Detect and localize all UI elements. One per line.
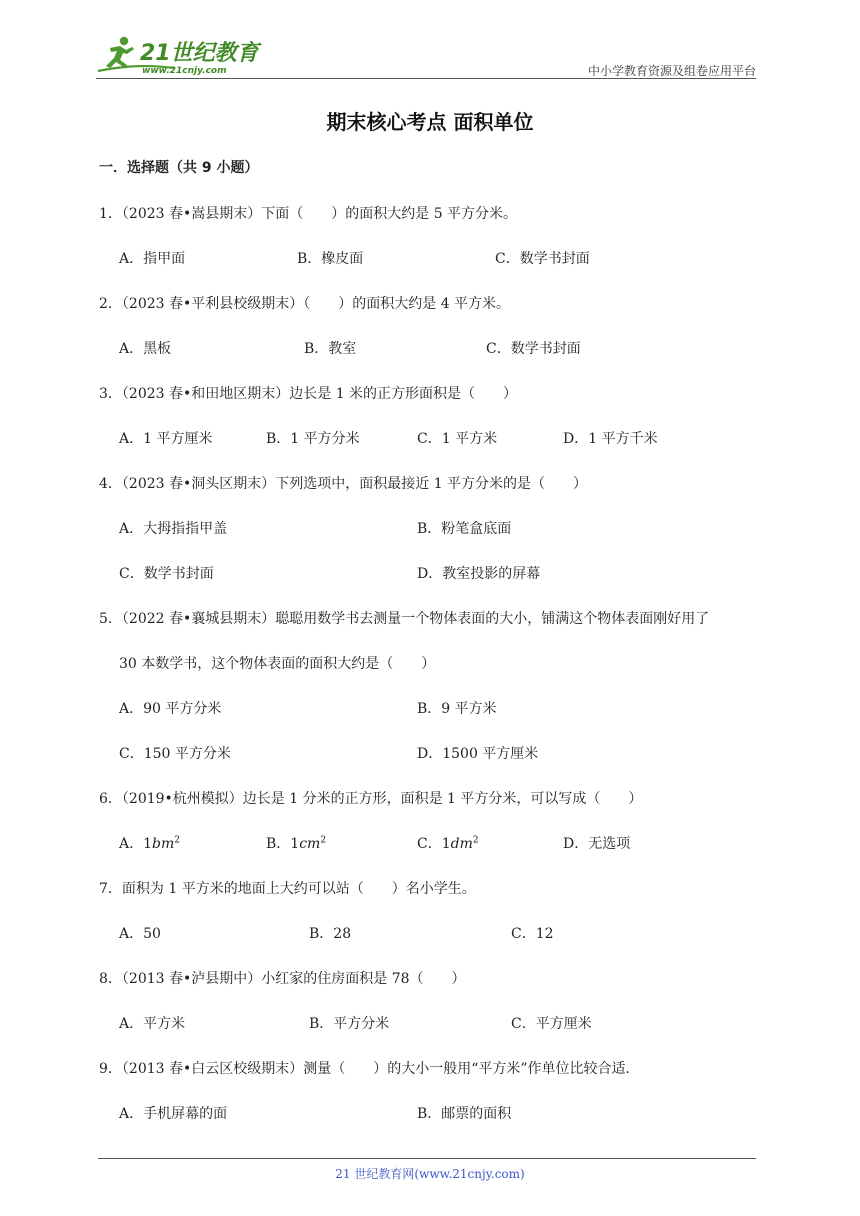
option-a: A．50 (119, 926, 161, 942)
page-title: 期末核心考点 面积单位 (326, 110, 534, 134)
unit-dm: dm (450, 836, 473, 852)
question-stem: 6．（2019•杭州模拟）边长是 1 分米的正方形，面积是 1 平方分米，可以写成（ ） (99, 791, 643, 807)
option-c: C．12 (511, 926, 554, 942)
question-stem: 1．（2023 春•嵩县期末）下面（ ）的面积大约是 5 平方分米。 (99, 206, 518, 222)
option-c: C．平方厘米 (511, 1016, 592, 1032)
question-stem: 5．（2022 春•襄城县期末）聪聪用数学书去测量一个物体表面的大小，铺满这个物体表面刚好用了 (99, 611, 710, 627)
option-b: B．平方分米 (309, 1016, 390, 1032)
platform-label: 中小学教育资源及组卷应用平台 (587, 64, 756, 78)
logo-text: 21世纪教育 (140, 41, 259, 66)
question-stem: 8．（2013 春•泸县期中）小红家的住房面积是 78（ ） (99, 971, 466, 987)
option-d: D．1 平方千米 (563, 431, 658, 447)
unit-power: 2 (320, 835, 327, 846)
option-a: A．1 平方厘米 (119, 431, 213, 447)
option-b: B．1 平方分米 (266, 431, 360, 447)
option-b: B．粉笔盒底面 (417, 521, 512, 537)
option-a: A．平方米 (119, 1016, 186, 1032)
option-c: C．$1dm^2$ (417, 835, 479, 852)
option-b: B．$1cm^2$ (266, 835, 327, 852)
option-c: C．数学书封面 (495, 251, 590, 267)
page-header (96, 30, 756, 78)
logo (96, 34, 266, 76)
option-a: A．90 平方分米 (119, 701, 222, 717)
question-stem: 7．面积为 1 平方米的地面上大约可以站（ ）名小学生。 (99, 881, 476, 897)
header-divider (96, 78, 756, 79)
unit-power: 2 (174, 835, 181, 846)
option-b: B．邮票的面积 (417, 1106, 512, 1122)
footer-divider (98, 1158, 756, 1159)
option-d: D．1500 平方厘米 (417, 746, 539, 762)
option-c: C．1 平方米 (417, 431, 498, 447)
option-d: D．无选项 (563, 836, 631, 852)
question-stem: 2．（2023 春•平利县校级期末）（ ）的面积大约是 4 平方米。 (99, 296, 511, 312)
question-stem: 3．（2023 春•和田地区期末）边长是 1 米的正方形面积是（ ） (99, 386, 518, 402)
unit-cm: cm (299, 836, 321, 852)
option-c: C．150 平方分米 (119, 746, 231, 762)
option-a: A．手机屏幕的面 (119, 1106, 228, 1122)
option-a: A．大拇指指甲盖 (119, 521, 228, 537)
unit-power: 2 (472, 835, 479, 846)
logo-url: www.21cnjy.com (142, 66, 227, 76)
question-stem-continued: 30 本数学书，这个物体表面的面积大约是（ ） (119, 656, 436, 672)
option-b: B．橡皮面 (297, 251, 364, 267)
option-d: D．教室投影的屏幕 (417, 566, 541, 582)
section-title: 一．选择题（共 9 小题） (99, 160, 259, 176)
question-stem: 9．（2013 春•白云区校级期末）测量（ ）的大小一般用“平方米”作单位比较合适． (99, 1061, 640, 1077)
option-c: C．数学书封面 (486, 341, 581, 357)
option-c: C．数学书封面 (119, 566, 214, 582)
option-a: A．黑板 (119, 341, 172, 357)
option-a: A．指甲面 (119, 251, 186, 267)
footer-link[interactable]: 21 世纪教育网(www.21cnjy.com) (335, 1167, 525, 1181)
option-b: B．9 平方米 (417, 701, 497, 717)
option-b: B．28 (309, 926, 352, 942)
option-b: B．教室 (304, 341, 357, 357)
unit-bm: bm (152, 836, 175, 852)
question-stem: 4．（2023 春•洞头区期末）下列选项中，面积最接近 1 平方分米的是（ ） (99, 476, 588, 492)
option-a: A．$1bm^2$ (119, 835, 181, 852)
